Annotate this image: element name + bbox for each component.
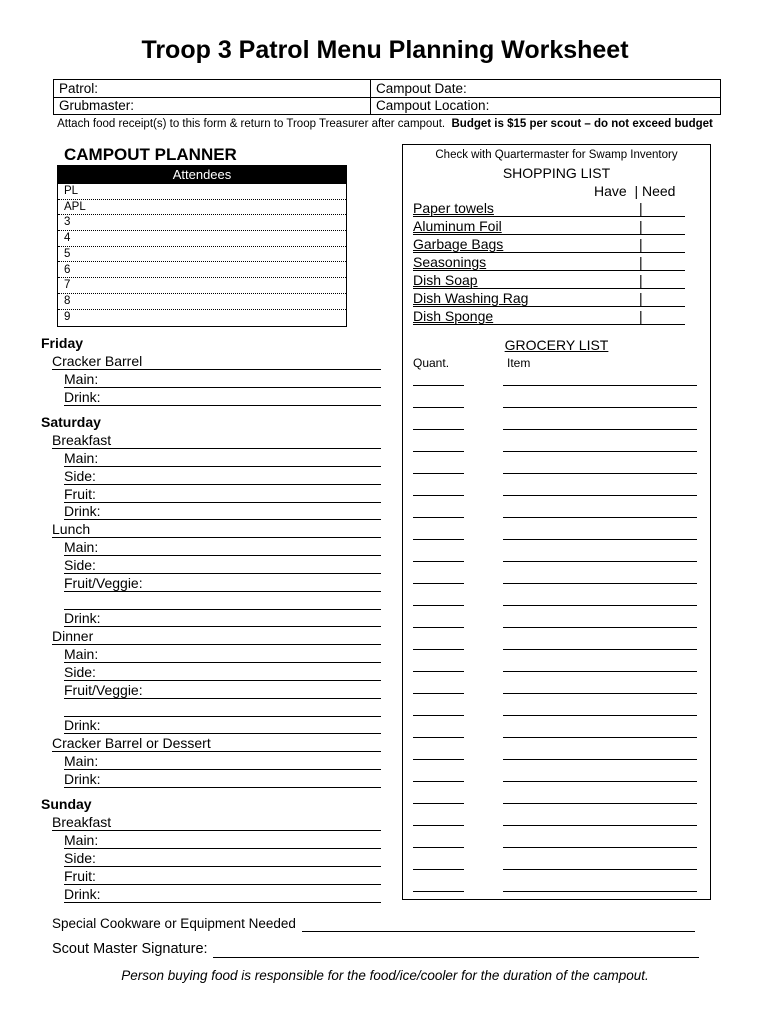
sun-drink-label: Drink: [64, 886, 101, 902]
saturday-lunch-label: Lunch [52, 521, 91, 537]
grocery-quant-line[interactable] [413, 869, 464, 870]
friday-drink-label: Drink: [64, 389, 101, 405]
have-need-separator: | [639, 272, 643, 288]
grocery-quant-line[interactable] [413, 693, 464, 694]
grocery-quant-line[interactable] [413, 451, 464, 452]
shopping-item: Dish Sponge [413, 308, 494, 324]
sat-cb-main-line[interactable] [64, 769, 381, 770]
grocery-item-line[interactable] [503, 583, 697, 584]
attendee-row[interactable]: 7 [58, 278, 346, 294]
grocery-item-line[interactable] [503, 847, 697, 848]
sat-cb-main-label: Main: [64, 753, 99, 769]
grocery-item-line[interactable] [503, 693, 697, 694]
shopping-item: Seasonings [413, 254, 487, 270]
grocery-item-line[interactable] [503, 473, 697, 474]
shopping-item-line[interactable] [413, 216, 685, 217]
sat-breakfast-side-label: Side: [64, 468, 96, 484]
shopping-item: Garbage Bags [413, 236, 504, 252]
sat-lunch-main-line[interactable] [64, 555, 381, 556]
shopping-item-line[interactable] [413, 306, 685, 307]
sat-breakfast-fruit-line[interactable] [64, 502, 381, 503]
grocery-quant-line[interactable] [413, 583, 464, 584]
shopping-item-line[interactable] [413, 288, 685, 289]
attendee-row[interactable]: 4 [58, 231, 346, 247]
grocery-item-line[interactable] [503, 605, 697, 606]
grocery-quant-line[interactable] [413, 605, 464, 606]
grocery-item-line[interactable] [503, 407, 697, 408]
sat-dinner-drink-label: Drink: [64, 717, 101, 733]
campout-planner-heading: CAMPOUT PLANNER [64, 145, 237, 164]
grocery-quant-line[interactable] [413, 847, 464, 848]
signature-line[interactable] [213, 957, 699, 958]
have-need-separator: | [639, 218, 643, 234]
sat-dinner-extra-line[interactable] [64, 716, 381, 717]
sat-dinner-main-label: Main: [64, 646, 99, 662]
saturday-lunch-line[interactable] [52, 537, 381, 538]
grocery-item-line[interactable] [503, 781, 697, 782]
grocery-item-line[interactable] [503, 737, 697, 738]
friday-cracker-barrel-label: Cracker Barrel [52, 353, 143, 369]
cookware-label: Special Cookware or Equipment Needed [52, 916, 296, 931]
sat-breakfast-side-line[interactable] [64, 484, 381, 485]
sat-cb-drink-line[interactable] [64, 787, 381, 788]
sat-lunch-extra-line[interactable] [64, 609, 381, 610]
sat-breakfast-drink-label: Drink: [64, 503, 101, 519]
sat-dinner-fruitveggie-label: Fruit/Veggie: [64, 682, 143, 698]
grocery-item-line[interactable] [503, 429, 697, 430]
shopping-item-line[interactable] [413, 234, 685, 235]
grocery-quant-line[interactable] [413, 803, 464, 804]
grocery-quant-header: Quant. [413, 356, 450, 370]
sat-lunch-fruitveggie-label: Fruit/Veggie: [64, 575, 143, 591]
grocery-list-title: GROCERY LIST [504, 337, 609, 353]
attendees-table [57, 165, 347, 327]
page-title: Troop 3 Patrol Menu Planning Worksheet [141, 36, 629, 64]
sat-dinner-side-label: Side: [64, 664, 96, 680]
grocery-quant-line[interactable] [413, 495, 464, 496]
grocery-item-line[interactable] [503, 495, 697, 496]
grocery-quant-line[interactable] [413, 539, 464, 540]
grocery-item-line[interactable] [503, 671, 697, 672]
shopping-item: Dish Washing Rag [413, 290, 529, 306]
grocery-quant-line[interactable] [413, 671, 464, 672]
grocery-item-line[interactable] [503, 803, 697, 804]
friday-main-line[interactable] [64, 387, 381, 388]
grocery-quant-line[interactable] [413, 561, 464, 562]
sun-main-line[interactable] [64, 848, 381, 849]
shopping-item-line[interactable] [413, 270, 685, 271]
sat-breakfast-main-label: Main: [64, 450, 99, 466]
grocery-quant-line[interactable] [413, 627, 464, 628]
have-need-separator: | [639, 200, 643, 216]
saturday-dinner-label: Dinner [52, 628, 94, 644]
grocery-item-line[interactable] [503, 451, 697, 452]
grocery-item-line[interactable] [503, 715, 697, 716]
grocery-quant-line[interactable] [413, 759, 464, 760]
grocery-item-line[interactable] [503, 759, 697, 760]
quartermaster-note: Check with Quartermaster for Swamp Inventory [435, 149, 678, 161]
sunday-breakfast-line[interactable] [52, 830, 381, 831]
saturday-breakfast-line[interactable] [52, 448, 381, 449]
have-need-separator: | [639, 308, 643, 324]
grocery-quant-line[interactable] [413, 649, 464, 650]
grocery-quant-line[interactable] [413, 473, 464, 474]
sun-main-label: Main: [64, 832, 99, 848]
campout-date-field[interactable]: Campout Date: [376, 81, 467, 96]
receipt-note-text: Attach food receipt(s) to this form & return to Troop Treasurer after campout. [57, 118, 446, 130]
have-need-header: Have | Need [594, 183, 676, 199]
sat-cb-drink-label: Drink: [64, 771, 101, 787]
grocery-quant-line[interactable] [413, 517, 464, 518]
sat-lunch-main-label: Main: [64, 539, 99, 555]
attendee-row[interactable]: 3 [58, 215, 346, 231]
grocery-quant-line[interactable] [413, 385, 464, 386]
attendee-row[interactable]: 5 [58, 247, 346, 263]
shopping-item-line[interactable] [413, 252, 685, 253]
sat-dinner-side-line[interactable] [64, 680, 381, 681]
attendee-row[interactable]: 8 [58, 294, 346, 310]
grocery-item-header: Item [507, 356, 531, 370]
sat-lunch-side-line[interactable] [64, 573, 381, 574]
saturday-breakfast-label: Breakfast [52, 432, 112, 448]
attendee-row[interactable]: 9 [64, 310, 71, 323]
sat-lunch-fruitveggie-line[interactable] [64, 591, 381, 592]
grocery-item-line[interactable] [503, 517, 697, 518]
attendee-row[interactable]: PL [58, 184, 346, 200]
receipt-note [0, 118, 770, 130]
shopping-item: Aluminum Foil [413, 218, 502, 234]
sat-dinner-main-line[interactable] [64, 662, 381, 663]
campout-location-field[interactable]: Campout Location: [376, 98, 490, 113]
grocery-quant-line[interactable] [413, 781, 464, 782]
grocery-item-line[interactable] [503, 869, 697, 870]
saturday-dessert-label: Cracker Barrel or Dessert [52, 735, 211, 751]
budget-note: Budget is $15 per scout – do not exceed budget [451, 118, 713, 130]
grubmaster-field[interactable]: Grubmaster: [59, 98, 135, 113]
sun-fruit-line[interactable] [64, 884, 381, 885]
sat-dinner-drink-line[interactable] [64, 733, 381, 734]
shopping-list-title: SHOPPING LIST [502, 165, 611, 181]
cookware-line[interactable] [302, 931, 695, 932]
shopping-item: Paper towels [413, 200, 494, 216]
saturday-dinner-line[interactable] [52, 644, 381, 645]
patrol-field[interactable]: Patrol: [59, 81, 99, 96]
shopping-item-line[interactable] [413, 324, 685, 325]
friday-cracker-barrel-line[interactable] [52, 369, 381, 370]
signature-label: Scout Master Signature: [52, 941, 208, 957]
grocery-item-line[interactable] [503, 561, 697, 562]
sat-breakfast-main-line[interactable] [64, 466, 381, 467]
sun-drink-line[interactable] [64, 902, 381, 903]
sat-lunch-drink-line[interactable] [64, 626, 381, 627]
grocery-item-line[interactable] [503, 385, 697, 386]
grocery-item-line[interactable] [503, 649, 697, 650]
have-need-separator: | [639, 236, 643, 252]
grocery-quant-line[interactable] [413, 429, 464, 430]
attendees-header: Attendees [58, 166, 346, 184]
day-friday: Friday [41, 335, 84, 351]
grocery-item-line[interactable] [503, 539, 697, 540]
sunday-breakfast-label: Breakfast [52, 814, 112, 830]
sat-lunch-drink-label: Drink: [64, 610, 101, 626]
friday-drink-line[interactable] [64, 405, 381, 406]
grocery-quant-line[interactable] [413, 737, 464, 738]
day-saturday: Saturday [41, 414, 101, 430]
sun-fruit-label: Fruit: [64, 868, 96, 884]
sat-breakfast-fruit-label: Fruit: [64, 486, 96, 502]
friday-main-label: Main: [64, 371, 99, 387]
grocery-quant-line[interactable] [413, 407, 464, 408]
grocery-quant-line[interactable] [413, 891, 464, 892]
have-need-separator: | [639, 290, 643, 306]
grocery-quant-line[interactable] [413, 825, 464, 826]
grocery-item-line[interactable] [503, 627, 697, 628]
sat-dinner-fruitveggie-line[interactable] [64, 698, 381, 699]
sat-lunch-side-label: Side: [64, 557, 96, 573]
have-need-separator: | [639, 254, 643, 270]
campout-info-table [53, 79, 721, 115]
sun-side-line[interactable] [64, 866, 381, 867]
sat-breakfast-drink-line[interactable] [64, 519, 381, 520]
attendee-row[interactable]: APL [58, 200, 346, 216]
grocery-quant-line[interactable] [413, 715, 464, 716]
attendee-row[interactable]: 6 [58, 263, 346, 279]
grocery-item-line[interactable] [503, 825, 697, 826]
saturday-dessert-line[interactable] [52, 751, 381, 752]
day-sunday: Sunday [41, 796, 92, 812]
sun-side-label: Side: [64, 850, 96, 866]
shopping-item: Dish Soap [413, 272, 478, 288]
responsibility-note: Person buying food is responsible for the food/ice/cooler for the duration of the campout. [121, 968, 649, 983]
grocery-item-line[interactable] [503, 891, 697, 892]
